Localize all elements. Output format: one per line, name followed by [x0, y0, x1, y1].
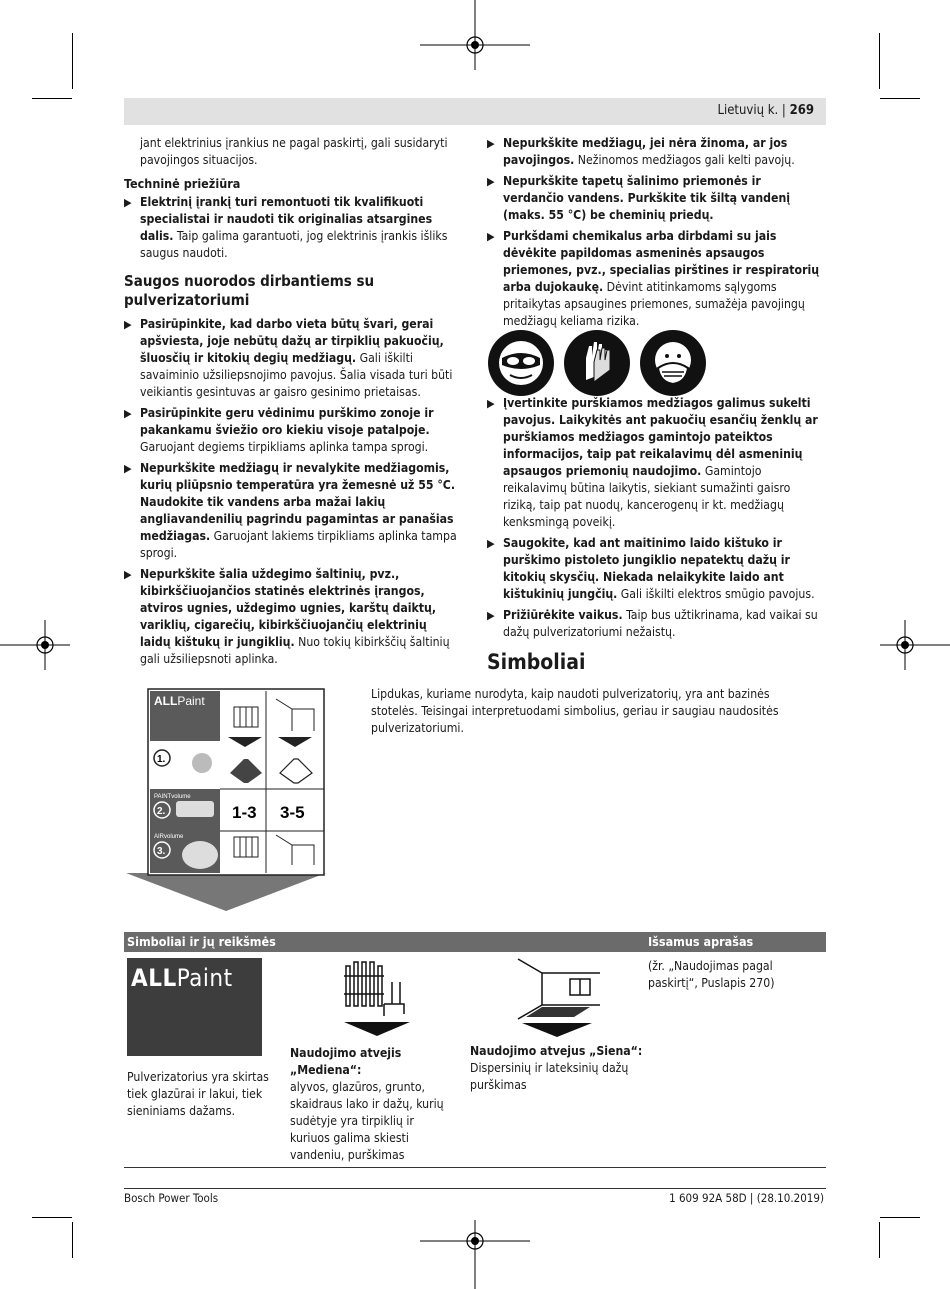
crop-mark	[879, 1222, 880, 1258]
symbol-table-header	[124, 932, 826, 952]
footer-right: 1 609 92A 58D | (28.10.2019)	[669, 1191, 824, 1205]
list-item: ▶ Prižiūrėkite vaikus. Taip bus užtikrinama, kad vaikai su dažų pulverizatoriumi nežaistų.	[487, 608, 818, 639]
usage-sticker-illustration	[124, 685, 329, 913]
sticker-step-3: 3.	[157, 846, 166, 857]
list-item: ▶ Pasirūpinkite geru vėdinimu purškimo zonoje ir pakankamu šviežio oro kiekiu visoje patalpoje. Garuojant degiems tirpikliams aplinka tampa sprogi.	[124, 406, 434, 454]
sticker-value-wood: 1-3	[232, 803, 257, 822]
symbols-intro: Lipdukas, kuriame nurodyta, kaip naudoti pulverizatorių, yra ant bazinės stotelės. Teisingai interpretuodami simbolius, geriau ir saugiau naudositės pulverizatoriumi.	[371, 687, 779, 735]
wood-use-case-desc: alyvos, glazūros, grunto, skaidraus lako ir dažų, kurių sudėtyje yra tirpiklių ir kuriuos galima skiesti vandeniu, purškimas	[290, 1080, 444, 1162]
maintenance-heading: Techninė priežiūra	[124, 176, 241, 191]
wood-use-case	[290, 1045, 455, 1164]
registration-mark-right	[880, 620, 950, 670]
registration-mark-top	[420, 0, 530, 70]
wall-use-case-desc: Dispersinių ir lateksinių dažų purškimas	[470, 1061, 629, 1092]
respirator-mask-icon	[640, 330, 706, 396]
detail-reference: (žr. „Naudojimas pagal paskirtį“, Puslapis 270)	[648, 959, 775, 990]
list-item: ▶ Nepurkškite šalia uždegimo šaltinių, pvz., kibirkščiuojančios statinės elektrinės įrangos, atviros ugnies, uždegimo ugnies, karštų daiktų, variklių, cigarečių, kibirkščiuojančių elektrinių laidų kištukų ir jungiklių. Nuo tokių kibirkščių šaltinių gali užsiliepsnoti aplinka.	[124, 567, 450, 666]
list-item: ▶ Elektrinį įrankį turi remontuoti tik kvalifikuoti specialistai ir naudoti tik originalias atsargines dalis. Taip galima garantuoti, jog elektrinis įrankis išliks saugus naudoti.	[124, 195, 448, 260]
crop-mark	[72, 33, 73, 89]
registration-mark-left	[0, 620, 70, 670]
safety-heading: Saugos nuorodos dirbantiems su pulverizatoriumi	[124, 272, 375, 309]
list-item: ▶ Saugokite, kad ant maitinimo laido kištuko ir purškimo pistoleto jungiklio nepatektų dažų ir kitokių skysčių. Niekada nelaikykite laido ant kištukinių jungčių. Gali iškilti elektros smūgio pavojus.	[487, 536, 815, 601]
footer-rule	[124, 1188, 826, 1189]
list-item: ▶ Nepurkškite tapetų šalinimo priemonės ir verdančio vandens. Purkškite tik šiltą vandenį (maks. 55 °C) be cheminių priedų.	[487, 174, 791, 222]
list-item: ▶ Įvertinkite purškiamos medžiagos galimus sukelti pavojus. Laikykitės ant pakuočių esančių ženklų ar purškiamos medžiagos gamintojo pateiktos informacijos, taip pat reikalavimų dėl asmeninių apsaugos priemonių naudojimo. Gamintojo reikalavimų būtina laikytis, siekiant sumažinti gaisro riziką, taip pat nuodų, kancerogenų ir kt. medžiagų kenksmingą poveikį.	[487, 396, 818, 529]
page-number: 269	[789, 103, 814, 118]
sticker-paint-volume: PAINTvolume	[154, 794, 191, 800]
wood-fence-chair-icon	[340, 958, 414, 1038]
safety-goggles-icon	[488, 330, 554, 396]
protective-gloves-icon	[564, 330, 630, 396]
list-item: ▶ Nepurkškite medžiagų, jei nėra žinoma, ar jos pavojingos. Nežinomos medžiagos gali kelti pavojų.	[487, 136, 795, 167]
header-language: Lietuvių k.	[717, 103, 779, 118]
table-bottom-rule	[124, 1167, 826, 1168]
allpaint-logo: ALLPaint	[127, 958, 262, 1056]
logo-description: Pulverizatorius yra skirtas tiek glazūrai ir lakui, tiek sieniniams dažams.	[127, 1070, 269, 1118]
crop-mark	[32, 1217, 72, 1218]
left-column	[124, 135, 459, 672]
sticker-step-2: 2.	[157, 806, 166, 817]
sticker-step-1: 1.	[157, 754, 166, 765]
sticker-value-wall: 3-5	[280, 803, 305, 822]
wall-room-icon	[512, 955, 604, 1041]
symbols-heading: Simboliai	[487, 650, 586, 674]
crop-mark	[880, 98, 920, 99]
wall-use-case	[470, 1043, 645, 1094]
right-column-top	[487, 135, 825, 334]
col-details-header: Išsamus aprašas	[648, 934, 754, 949]
registration-mark-bottom	[420, 1220, 530, 1289]
page-header	[124, 98, 826, 125]
wood-use-case-title: Naudojimo atvejis „Mediena“:	[290, 1046, 402, 1077]
crop-mark	[32, 98, 72, 99]
header-text: Lietuvių k. | 269	[717, 103, 814, 118]
list-item: ▶ Nepurkškite medžiagų ir nevalykite medžiagomis, kurių pliūpsnio temperatūra yra žemesnė už 55 °C. Naudokite tik vandens arba mažai lakių angliavandenilių pagrindu pagamintas ar panašias medžiagas. Garuojant lakiems tirpikliams aplinka tampa sprogi.	[124, 461, 457, 560]
list-item: ▶ Pasirūpinkite, kad darbo vieta būtų švari, gerai apšviesta, joje nebūtų dažų ar tirpiklių pakuočių, šluosčių ir kitokių degių medžiagų. Gali iškilti savaiminio užsiliepsnojimo pavojus. Šalia visada turi būti veikiantis gesintuvas ar gaisro gesinimo prietaisas.	[124, 317, 453, 399]
right-column-bottom	[487, 395, 825, 645]
sticker-air-volume: AIRvolume	[154, 834, 184, 840]
footer-left: Bosch Power Tools	[124, 1191, 219, 1205]
crop-mark	[880, 1217, 920, 1218]
intro-text: jant elektrinius įrankius ne pagal paskirtį, gali susidaryti pavojingos situacijos.	[140, 136, 448, 167]
col-symbols-header: Simboliai ir jų reikšmės	[127, 934, 276, 949]
sticker-brand: ALLPaint	[154, 694, 205, 708]
wall-use-case-title: Naudojimo atvejus „Siena“:	[470, 1044, 643, 1058]
crop-mark	[72, 1222, 73, 1258]
crop-mark	[879, 33, 880, 89]
list-item: ▶ Purkšdami chemikalus arba dirbdami su jais dėvėkite papildomas asmeninės apsaugos priemones, pvz., specialias pirštines ir respiratorių arba dujokaukę. Dėvint atitinkamoms sąlygoms pritaikytas apsaugines priemones, sumažėja pavojingų medžiagų keliama rizika.	[487, 229, 820, 328]
